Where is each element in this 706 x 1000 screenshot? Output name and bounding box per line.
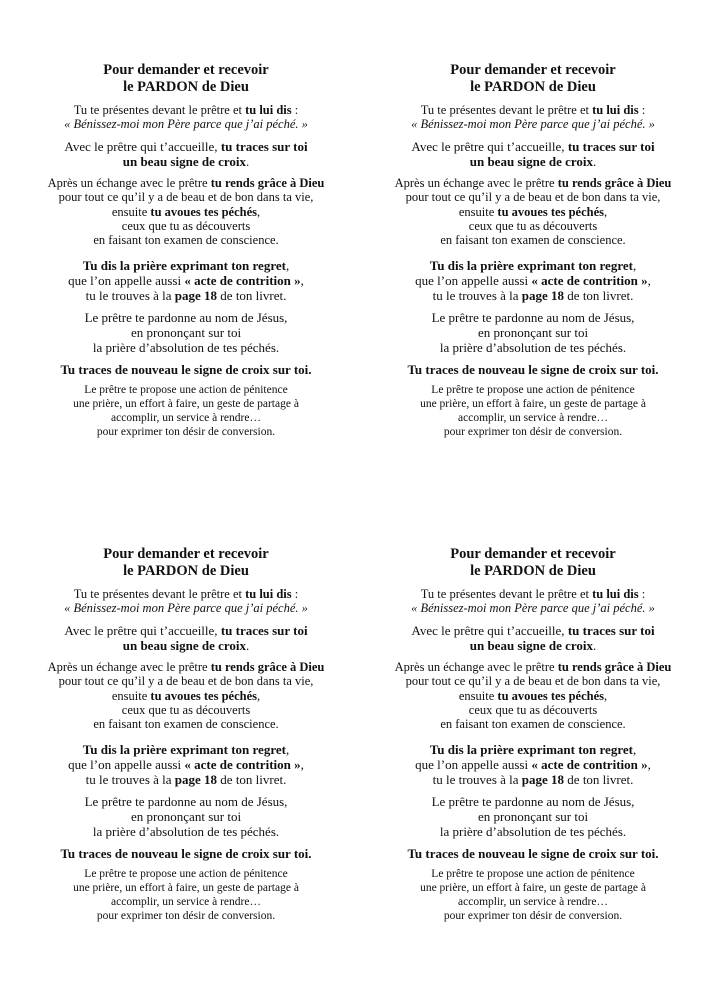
step-final-cross: Tu traces de nouveau le signe de croix sur toi. bbox=[407, 361, 659, 377]
prayer-card bbox=[368, 546, 698, 930]
card-title: Pour demander et recevoir le PARDON de Dieu bbox=[103, 546, 269, 579]
card-title: Pour demander et recevoir le PARDON de Dieu bbox=[450, 546, 616, 579]
prayer-card bbox=[368, 62, 698, 446]
step-sign-of-cross: Avec le prêtre qui t’accueille, tu traces sur toi un beau signe de croix. bbox=[411, 622, 655, 653]
step-sign-of-cross: Avec le prêtre qui t’accueille, tu traces sur toi un beau signe de croix. bbox=[411, 138, 655, 169]
step-confession: Après un échange avec le prêtre tu rends grâce à Dieu pour tout ce qu’il y a de beau et de bon dans ta vie, ensuite tu avoues tes péchés, ceux que tu as découverts en faisant ton examen de conscience. bbox=[394, 659, 672, 732]
step-confession: Après un échange avec le prêtre tu rends grâce à Dieu pour tout ce qu’il y a de beau et de bon dans ta vie, ensuite tu avoues tes péchés, ceux que tu as découverts en faisant ton examen de conscience. bbox=[47, 175, 325, 248]
step-confession: Après un échange avec le prêtre tu rends grâce à Dieu pour tout ce qu’il y a de beau et de bon dans ta vie, ensuite tu avoues tes péchés, ceux que tu as découverts en faisant ton examen de conscience. bbox=[47, 659, 325, 732]
step-absolution: Le prêtre te pardonne au nom de Jésus, en prononçant sur toi la prière d’absolution de tes péchés. bbox=[431, 793, 635, 839]
step-greeting: Tu te présentes devant le prêtre et tu lui dis : « Bénissez-moi mon Père parce que j’ai péché. » bbox=[411, 103, 655, 132]
prayer-card bbox=[21, 546, 351, 930]
step-penance: Le prêtre te propose une action de pénitence une prière, un effort à faire, un geste de partage à accomplir, un service à rendre… pour exprimer ton désir de conversion. bbox=[73, 867, 299, 922]
prayer-card bbox=[21, 62, 351, 446]
step-contrition: Tu dis la prière exprimant ton regret, que l’on appelle aussi « acte de contrition », tu le trouves à la page 18 de ton livret. bbox=[415, 257, 651, 303]
card-title: Pour demander et recevoir le PARDON de Dieu bbox=[450, 62, 616, 95]
step-greeting: Tu te présentes devant le prêtre et tu lui dis : « Bénissez-moi mon Père parce que j’ai péché. » bbox=[64, 103, 308, 132]
step-contrition: Tu dis la prière exprimant ton regret, que l’on appelle aussi « acte de contrition », tu le trouves à la page 18 de ton livret. bbox=[415, 741, 651, 787]
step-absolution: Le prêtre te pardonne au nom de Jésus, en prononçant sur toi la prière d’absolution de tes péchés. bbox=[84, 793, 288, 839]
step-sign-of-cross: Avec le prêtre qui t’accueille, tu traces sur toi un beau signe de croix. bbox=[64, 622, 308, 653]
step-greeting: Tu te présentes devant le prêtre et tu lui dis : « Bénissez-moi mon Père parce que j’ai péché. » bbox=[411, 587, 655, 616]
step-absolution: Le prêtre te pardonne au nom de Jésus, en prononçant sur toi la prière d’absolution de tes péchés. bbox=[431, 309, 635, 355]
step-final-cross: Tu traces de nouveau le signe de croix sur toi. bbox=[60, 361, 312, 377]
step-penance: Le prêtre te propose une action de pénitence une prière, un effort à faire, un geste de partage à accomplir, un service à rendre… pour exprimer ton désir de conversion. bbox=[420, 383, 646, 438]
step-penance: Le prêtre te propose une action de pénitence une prière, un effort à faire, un geste de partage à accomplir, un service à rendre… pour exprimer ton désir de conversion. bbox=[420, 867, 646, 922]
step-confession: Après un échange avec le prêtre tu rends grâce à Dieu pour tout ce qu’il y a de beau et de bon dans ta vie, ensuite tu avoues tes péchés, ceux que tu as découverts en faisant ton examen de conscience. bbox=[394, 175, 672, 248]
step-penance: Le prêtre te propose une action de pénitence une prière, un effort à faire, un geste de partage à accomplir, un service à rendre… pour exprimer ton désir de conversion. bbox=[73, 383, 299, 438]
step-contrition: Tu dis la prière exprimant ton regret, que l’on appelle aussi « acte de contrition », tu le trouves à la page 18 de ton livret. bbox=[68, 257, 304, 303]
step-sign-of-cross: Avec le prêtre qui t’accueille, tu traces sur toi un beau signe de croix. bbox=[64, 138, 308, 169]
step-greeting: Tu te présentes devant le prêtre et tu lui dis : « Bénissez-moi mon Père parce que j’ai péché. » bbox=[64, 587, 308, 616]
step-final-cross: Tu traces de nouveau le signe de croix sur toi. bbox=[407, 845, 659, 861]
card-title: Pour demander et recevoir le PARDON de Dieu bbox=[103, 62, 269, 95]
step-contrition: Tu dis la prière exprimant ton regret, que l’on appelle aussi « acte de contrition », tu le trouves à la page 18 de ton livret. bbox=[68, 741, 304, 787]
step-final-cross: Tu traces de nouveau le signe de croix sur toi. bbox=[60, 845, 312, 861]
step-absolution: Le prêtre te pardonne au nom de Jésus, en prononçant sur toi la prière d’absolution de tes péchés. bbox=[84, 309, 288, 355]
